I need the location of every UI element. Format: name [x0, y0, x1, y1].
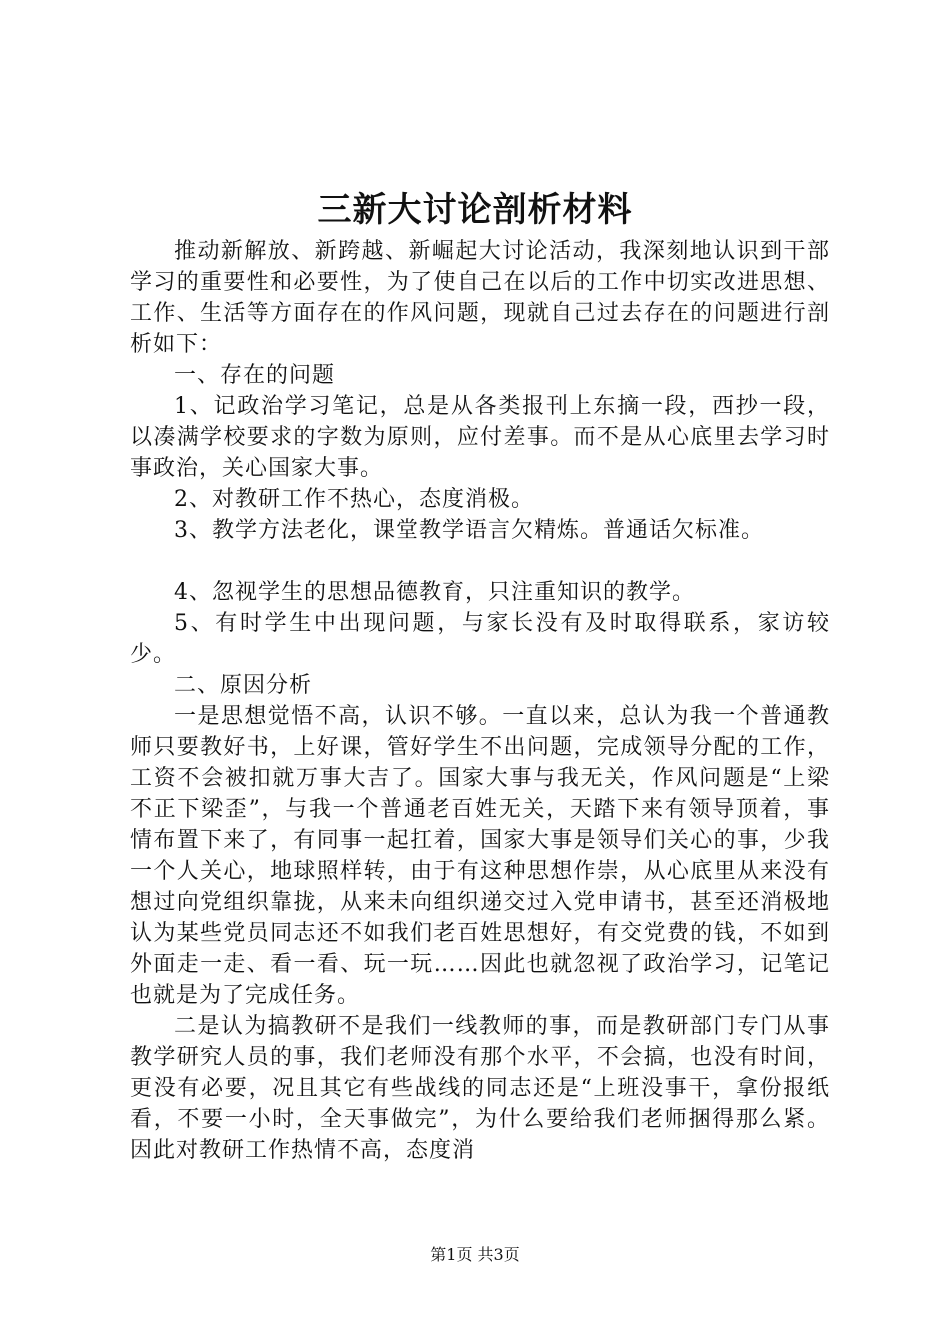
paragraph: 1、记政治学习笔记，总是从各类报刊上东摘一段，西抄一段，以凑满学校要求的字数为原则，应付差事。而不是从心底里去学习时事政治，关心国家大事。: [130, 394, 830, 481]
section-heading: 二、原因分析: [174, 673, 313, 698]
paragraph: 二是认为搞教研不是我们一线教师的事，而是教研部门专门从事教学研究人员的事，我们老师没有那个水平，不会搞，也没有时间，更没有必要，况且其它有些战线的同志还是“上班没事干，拿份报纸看，不要一小时，全天事做完”，为什么要给我们老师捆得那么紧。因此对教研工作热情不高，态度消: [130, 1014, 830, 1163]
page-footer: 第1页 共3页: [430, 1245, 520, 1264]
paragraph: 4、忽视学生的思想品德教育，只注重知识的教学。: [174, 580, 695, 605]
section-heading: 一、存在的问题: [174, 363, 336, 388]
document-body: [130, 236, 830, 1166]
paragraph: 5、有时学生中出现问题，与家长没有及时取得联系，家访较少。: [130, 611, 830, 667]
paragraph: 2、对教研工作不热心，态度消极。: [174, 487, 534, 512]
page-title: 三新大讨论剖析材料: [317, 190, 633, 230]
paragraph: 推动新解放、新跨越、新崛起大讨论活动，我深刻地认识到干部学习的重要性和必要性，为了使自己在以后的工作中切实改进思想、工作、生活等方面存在的作风问题，现就自己过去存在的问题进行剖析如下：: [130, 239, 830, 357]
paragraph: 3、教学方法老化，课堂教学语言欠精炼。普通话欠标准。: [174, 518, 764, 543]
paragraph: 一是思想觉悟不高，认识不够。一直以来，总认为我一个普通教师只要教好书，上好课，管好学生不出问题，完成领导分配的工作，工资不会被扣就万事大吉了。国家大事与我无关，作风问题是“上梁不正下梁歪”，与我一个普通老百姓无关，天踏下来有领导顶着，事情布置下来了，有同事一起扛着，国家大事是领导们关心的事，少我一个人关心，地球照样转，由于有这种思想作崇，从心底里从来没有想过向党组织靠拢，从来未向组织递交过入党申请书，甚至还消极地认为某些党员同志还不如我们老百姓思想好，有交党费的钱，不如到外面走一走、看一看、玩一玩……因此也就忽视了政治学习，记笔记也就是为了完成任务。: [130, 704, 830, 1008]
